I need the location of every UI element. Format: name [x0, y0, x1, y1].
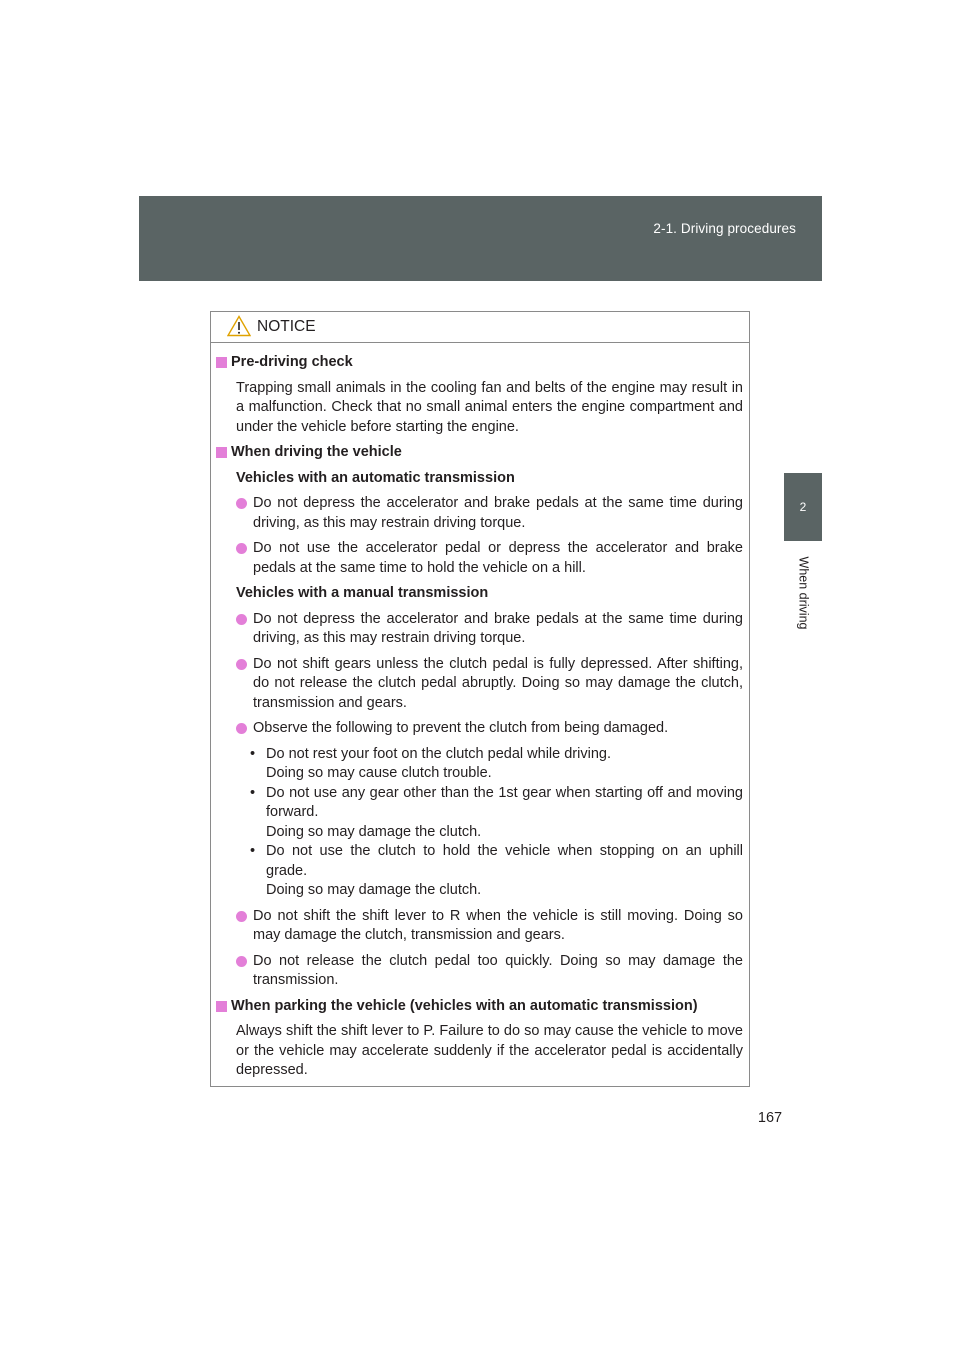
chapter-number-tab: 2: [784, 473, 822, 541]
notice-box: [210, 311, 750, 1087]
section-heading: [216, 997, 743, 1017]
list-item-text: Do not shift the shift lever to R when the vehicle is still moving. Doing so may damage the clutch, transmission and gears.: [253, 907, 743, 943]
sublist-item-note: Doing so may damage the clutch.: [266, 882, 482, 898]
list-item-text: Do not depress the accelerator and brake pedals at the same time during driving, as this may restrain driving torque.: [253, 610, 743, 646]
list-item-text: Do not use the accelerator pedal or depress the accelerator and brake pedals at the same time to hold the vehicle on a hill.: [253, 540, 743, 576]
section-heading: [216, 443, 743, 463]
list-item: [236, 952, 743, 991]
subheading-manual: Vehicles with a manual transmission: [236, 585, 489, 601]
round-bullet-icon: [236, 911, 247, 922]
round-bullet-icon: [236, 543, 247, 554]
section-heading-text: When driving the vehicle: [231, 444, 402, 460]
section-paragraph: Trapping small animals in the cooling fan and belts of the engine may result in a malfunction. Check that no small animal enters the engine compartment and under the vehicle before starting the engine.: [236, 379, 743, 435]
list-item: [236, 494, 743, 533]
subheading-automatic: Vehicles with an automatic transmission: [236, 469, 515, 486]
square-bullet-icon: [216, 1001, 227, 1012]
list-item-text: Do not release the clutch pedal too quickly. Doing so may damage the transmission.: [253, 952, 743, 988]
notice-title: NOTICE: [257, 318, 316, 335]
chapter-side-label: [784, 548, 822, 638]
section-heading-text: When parking the vehicle (vehicles with an automatic transmission): [231, 997, 698, 1014]
square-bullet-icon: [216, 357, 227, 368]
clutch-sublist: [250, 745, 743, 901]
page-number: 167: [757, 1110, 783, 1126]
round-bullet-icon: [236, 614, 247, 625]
sublist-item-note: Doing so may cause clutch trouble.: [266, 765, 492, 781]
round-bullet-icon: [236, 723, 247, 734]
section-paragraph: Always shift the shift lever to P. Failure to do so may cause the vehicle to move or the vehicle may accelerate suddenly if the accelerator pedal is accidentally depressed.: [236, 1023, 743, 1078]
sublist-item: [250, 842, 743, 901]
list-item-text: Do not depress the accelerator and brake pedals at the same time during driving, as this may restrain driving torque.: [253, 495, 743, 531]
chapter-section-title: 2-1. Driving procedures: [653, 221, 796, 236]
small-dot-marker: •: [250, 745, 256, 762]
sublist-item: [250, 745, 743, 784]
sublist-item-text: Do not use any gear other than the 1st gear when starting off and moving forward.: [266, 784, 743, 820]
list-item: [236, 907, 743, 946]
sublist-item-text: Do not use the clutch to hold the vehicle when stopping on an uphill grade.: [266, 843, 743, 879]
section-heading: [216, 353, 743, 373]
notice-body: [211, 343, 749, 1081]
list-item: [236, 539, 743, 578]
square-bullet-icon: [216, 447, 227, 458]
chapter-header-bar: [139, 196, 822, 281]
list-item-text: Do not shift gears unless the clutch pedal is fully depressed. After shifting, do not release the clutch pedal abruptly. Doing so may damage the clutch, transmission and gears.: [253, 655, 743, 711]
sublist-item-note: Doing so may damage the clutch.: [266, 823, 482, 840]
small-dot-marker: •: [250, 843, 256, 859]
section-heading-text: Pre-driving check: [231, 354, 353, 370]
sublist-item-text: Do not rest your foot on the clutch pedal while driving.: [266, 745, 611, 762]
notice-header: [211, 312, 749, 343]
list-item: [236, 610, 743, 649]
list-item: [236, 655, 743, 714]
round-bullet-icon: [236, 956, 247, 967]
warning-triangle-icon: [227, 315, 251, 337]
list-item: [236, 719, 743, 739]
small-dot-marker: •: [250, 784, 256, 801]
chapter-side-label-text: When driving: [796, 556, 811, 630]
round-bullet-icon: [236, 498, 247, 509]
list-item-text: Observe the following to prevent the clutch from being damaged.: [253, 720, 669, 736]
sublist-item: [250, 784, 743, 843]
round-bullet-icon: [236, 659, 247, 670]
